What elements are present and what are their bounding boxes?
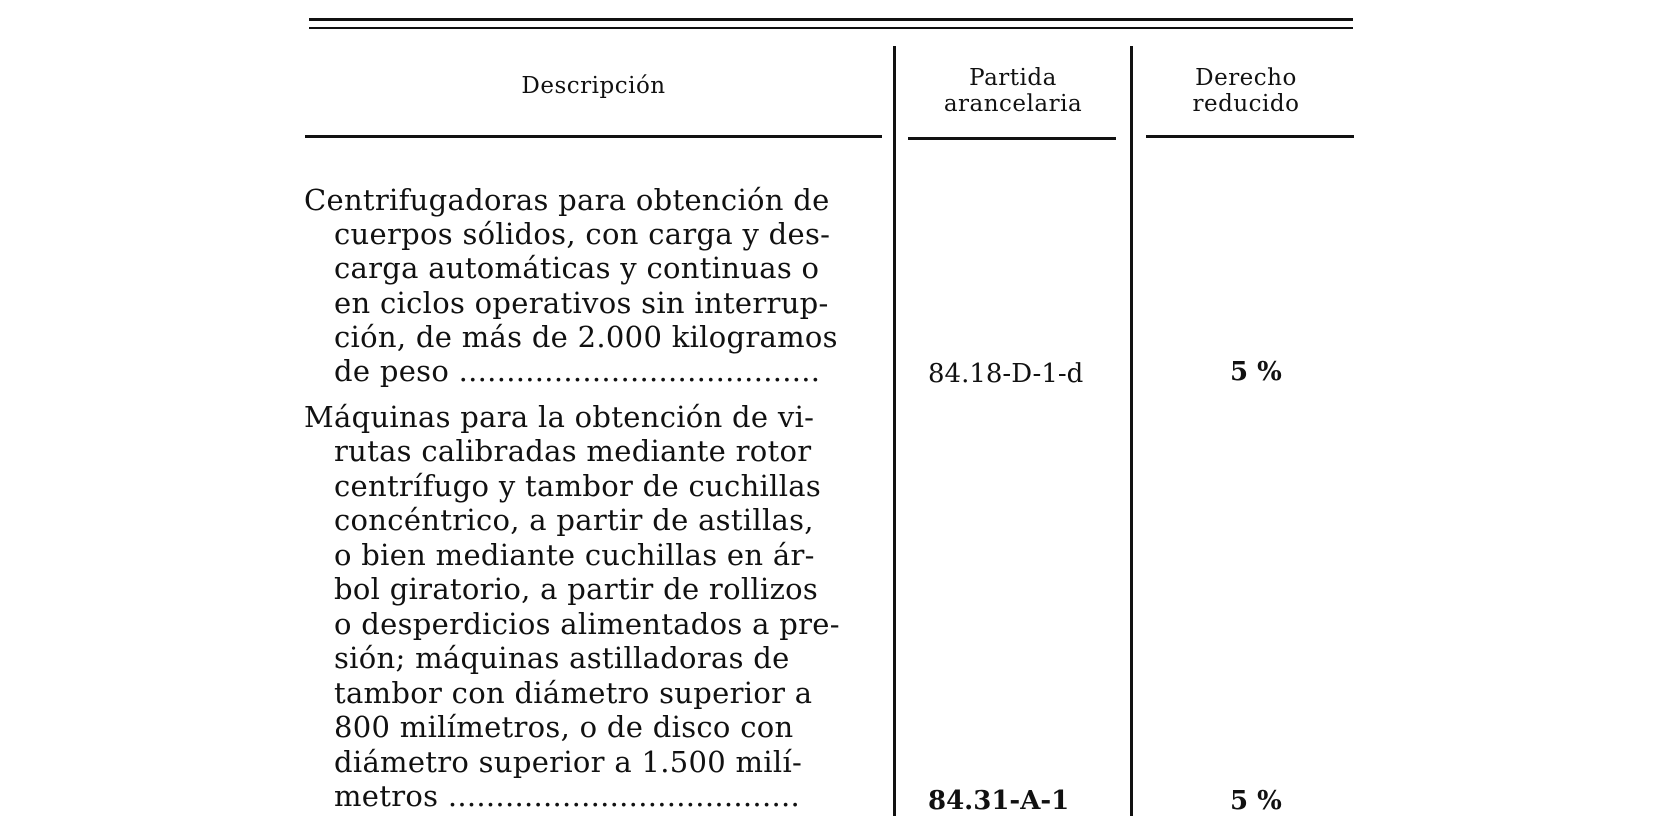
row2-description-line: rutas calibradas mediante rotor <box>334 434 812 468</box>
row2-duty: 5 % <box>1230 786 1282 816</box>
row1-tariff: 84.18-D-1-d <box>928 359 1084 389</box>
row1-description-line: carga automáticas y continuas o <box>334 251 820 285</box>
header-underline-duty <box>1146 135 1354 138</box>
row1-description-line: cuerpos sólidos, con carga y des- <box>334 217 831 251</box>
row1-duty: 5 % <box>1230 357 1282 387</box>
header-underline-description <box>305 135 882 138</box>
header-duty <box>1138 65 1354 117</box>
column-divider-1 <box>893 46 896 816</box>
header-tariff-line1: Partida <box>969 65 1057 91</box>
row1-description-line: Centrifugadoras para obtención de <box>304 183 830 217</box>
row2-description-line: concéntrico, a partir de astillas, <box>334 503 814 537</box>
row1-description-line: de peso ...................................... <box>334 354 821 388</box>
row2-tariff: 84.31-A-1 <box>928 786 1070 816</box>
top-rule-2 <box>309 27 1353 29</box>
header-duty-line1: Derecho <box>1195 65 1297 91</box>
row2-description-line: diámetro superior a 1.500 milí- <box>334 745 803 779</box>
row2-description-line: Máquinas para la obtención de vi- <box>304 400 815 434</box>
row2-description-line: o desperdicios alimentados a pre- <box>334 607 840 641</box>
row2-description-line: centrífugo y tambor de cuchillas <box>334 469 822 503</box>
row1-description-line: ción, de más de 2.000 kilogramos <box>334 320 838 354</box>
top-rule-1 <box>309 18 1353 21</box>
row2-description-line: sión; máquinas astilladoras de <box>334 641 790 675</box>
header-description <box>305 73 882 99</box>
row2-description-line: o bien mediante cuchillas en ár- <box>334 538 815 572</box>
header-tariff <box>900 65 1126 117</box>
row2-description-line: tambor con diámetro superior a <box>334 676 813 710</box>
header-tariff-line2: arancelaria <box>943 91 1083 117</box>
row1-description-line: en ciclos operativos sin interrup- <box>334 286 829 320</box>
column-divider-2 <box>1130 46 1133 816</box>
row2-description-line: metros ..................................... <box>334 779 801 813</box>
row2-description-line: bol giratorio, a partir de rollizos <box>334 572 819 606</box>
header-description-text: Descripción <box>521 73 666 99</box>
header-underline-tariff <box>908 137 1116 140</box>
row2-description-line: 800 milímetros, o de disco con <box>334 710 794 744</box>
header-duty-line2: reducido <box>1192 91 1300 117</box>
